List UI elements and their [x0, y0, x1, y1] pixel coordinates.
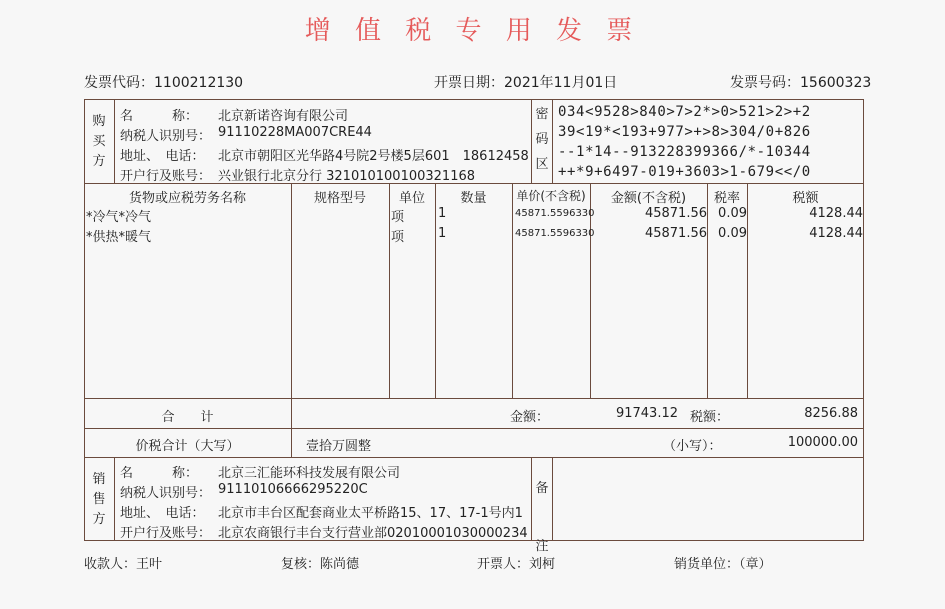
seller-name-label: 名 称：	[120, 466, 199, 481]
col-header-amount: 金额(不含税)	[610, 191, 687, 206]
payee-value: 王叶	[136, 557, 163, 572]
item-tax: 4128.44	[809, 206, 863, 221]
col-header-price: 单价(不含税)	[516, 189, 586, 203]
cipher-line: 034<9528>840>7>2*>0>521>2>+2	[558, 104, 811, 120]
buyer-address-value: 北京市朝阳区光华路4号院2号楼5层601 18612458	[218, 149, 529, 164]
payee	[84, 553, 162, 572]
divider	[435, 183, 436, 398]
item-rate: 0.09	[718, 206, 747, 221]
buyer-tax-id-label: 纳税人识别号：	[120, 129, 212, 144]
invoice-date-value: 2021年11月01日	[504, 75, 618, 91]
divider	[114, 99, 115, 183]
buyer-section-text: 购 买 方	[92, 114, 106, 169]
totals-tax-value: 8256.88	[804, 406, 858, 421]
cipher-section-label	[527, 102, 557, 177]
buyer-address-label: 地址、 电话：	[120, 149, 205, 164]
item-amount: 45871.56	[644, 226, 707, 241]
payee-label: 收款人：	[84, 557, 137, 572]
grand-total-small-label: （小写）：	[663, 439, 722, 454]
grand-total-small-value: 100000.00	[787, 435, 858, 450]
item-name: *供热*暖气	[86, 230, 152, 245]
col-header-spec: 规格型号	[313, 191, 366, 206]
invoice-date-label: 开票日期：	[434, 75, 504, 91]
cipher-section-text: 密 码 区	[535, 107, 549, 172]
cipher-line: ++*9+6497-019+3603>1-679<</0	[558, 164, 811, 180]
seller-tax-id-value: 91110106666295220C	[218, 482, 368, 497]
seller-tax-id-label: 纳税人识别号：	[120, 486, 212, 501]
buyer-tax-id-value: 91110228MA007CRE44	[218, 125, 372, 140]
remarks-section-text: 备 注	[535, 481, 549, 554]
buyer-section-label	[84, 112, 114, 172]
seller-bank-label: 开户行及账号：	[120, 526, 212, 541]
item-tax: 4128.44	[809, 226, 863, 241]
cipher-line: 39<19*<193+977>+>8>304/0+826	[558, 124, 811, 140]
grand-total-words: 壹拾万圆整	[306, 439, 372, 454]
divider	[84, 398, 864, 399]
invoice-code	[84, 72, 243, 92]
item-amount: 45871.56	[644, 206, 707, 221]
seller-address-label: 地址、 电话：	[120, 506, 205, 521]
buyer-name-label: 名 称：	[120, 109, 199, 124]
cipher-line: --1*14--913228399366/*-10344	[558, 144, 811, 160]
divider	[291, 183, 292, 398]
col-header-tax: 税额	[792, 191, 819, 206]
invoice-number	[730, 72, 871, 92]
totals-tax-label: 税额：	[690, 410, 730, 425]
divider	[512, 183, 513, 398]
drawer	[477, 553, 555, 572]
reviewer-value: 陈尚德	[320, 557, 360, 572]
seller-section-text: 销 售 方	[92, 472, 106, 527]
totals-amount-label: 金额：	[510, 410, 550, 425]
totals-amount-value: 91743.12	[615, 406, 678, 421]
drawer-value: 刘柯	[529, 557, 556, 572]
item-unit: 项	[391, 230, 405, 245]
invoice-number-value: 15600323	[800, 75, 872, 91]
totals-label: 合 计	[161, 410, 214, 425]
invoice-number-label: 发票号码：	[730, 75, 800, 91]
divider	[84, 428, 864, 429]
divider	[84, 457, 864, 458]
item-name: *冷气*冷气	[86, 210, 152, 225]
invoice-code-label: 发票代码：	[84, 75, 154, 91]
item-qty: 1	[438, 226, 447, 241]
seller-unit: 销货单位：（章）	[674, 557, 772, 572]
col-header-qty: 数量	[460, 191, 487, 206]
col-header-rate: 税率	[713, 191, 740, 206]
invoice-title: 增 值 税 专 用 发 票	[304, 16, 641, 46]
item-qty: 1	[438, 206, 447, 221]
seller-name-value: 北京三汇能环科技发展有限公司	[218, 466, 401, 481]
buyer-name-value: 北京新诺咨询有限公司	[218, 109, 349, 124]
seller-bank-value: 北京农商银行丰台支行营业部02010001030000234	[218, 526, 528, 541]
grand-total-label: 价税合计（大写）	[135, 439, 240, 454]
item-price: 45871.5596330	[515, 228, 595, 239]
divider	[114, 457, 115, 541]
reviewer	[281, 553, 359, 572]
buyer-bank-value: 兴业银行北京分行 321010100100321168	[218, 169, 476, 184]
item-price: 45871.5596330	[515, 208, 595, 219]
seller-address-value: 北京市丰台区配套商业太平桥路15、17、17-1号内1	[218, 506, 523, 521]
divider	[291, 398, 292, 457]
invoice-code-value: 1100212130	[154, 75, 244, 91]
reviewer-label: 复核：	[281, 557, 321, 572]
item-rate: 0.09	[718, 226, 747, 241]
divider	[389, 183, 390, 398]
drawer-label: 开票人：	[477, 557, 530, 572]
col-header-unit: 单位	[398, 191, 425, 206]
item-unit: 项	[391, 210, 405, 225]
invoice-date	[434, 72, 617, 92]
seller-section-label	[84, 470, 114, 530]
buyer-bank-label: 开户行及账号：	[120, 169, 212, 184]
col-header-name: 货物或应税劳务名称	[128, 191, 246, 206]
